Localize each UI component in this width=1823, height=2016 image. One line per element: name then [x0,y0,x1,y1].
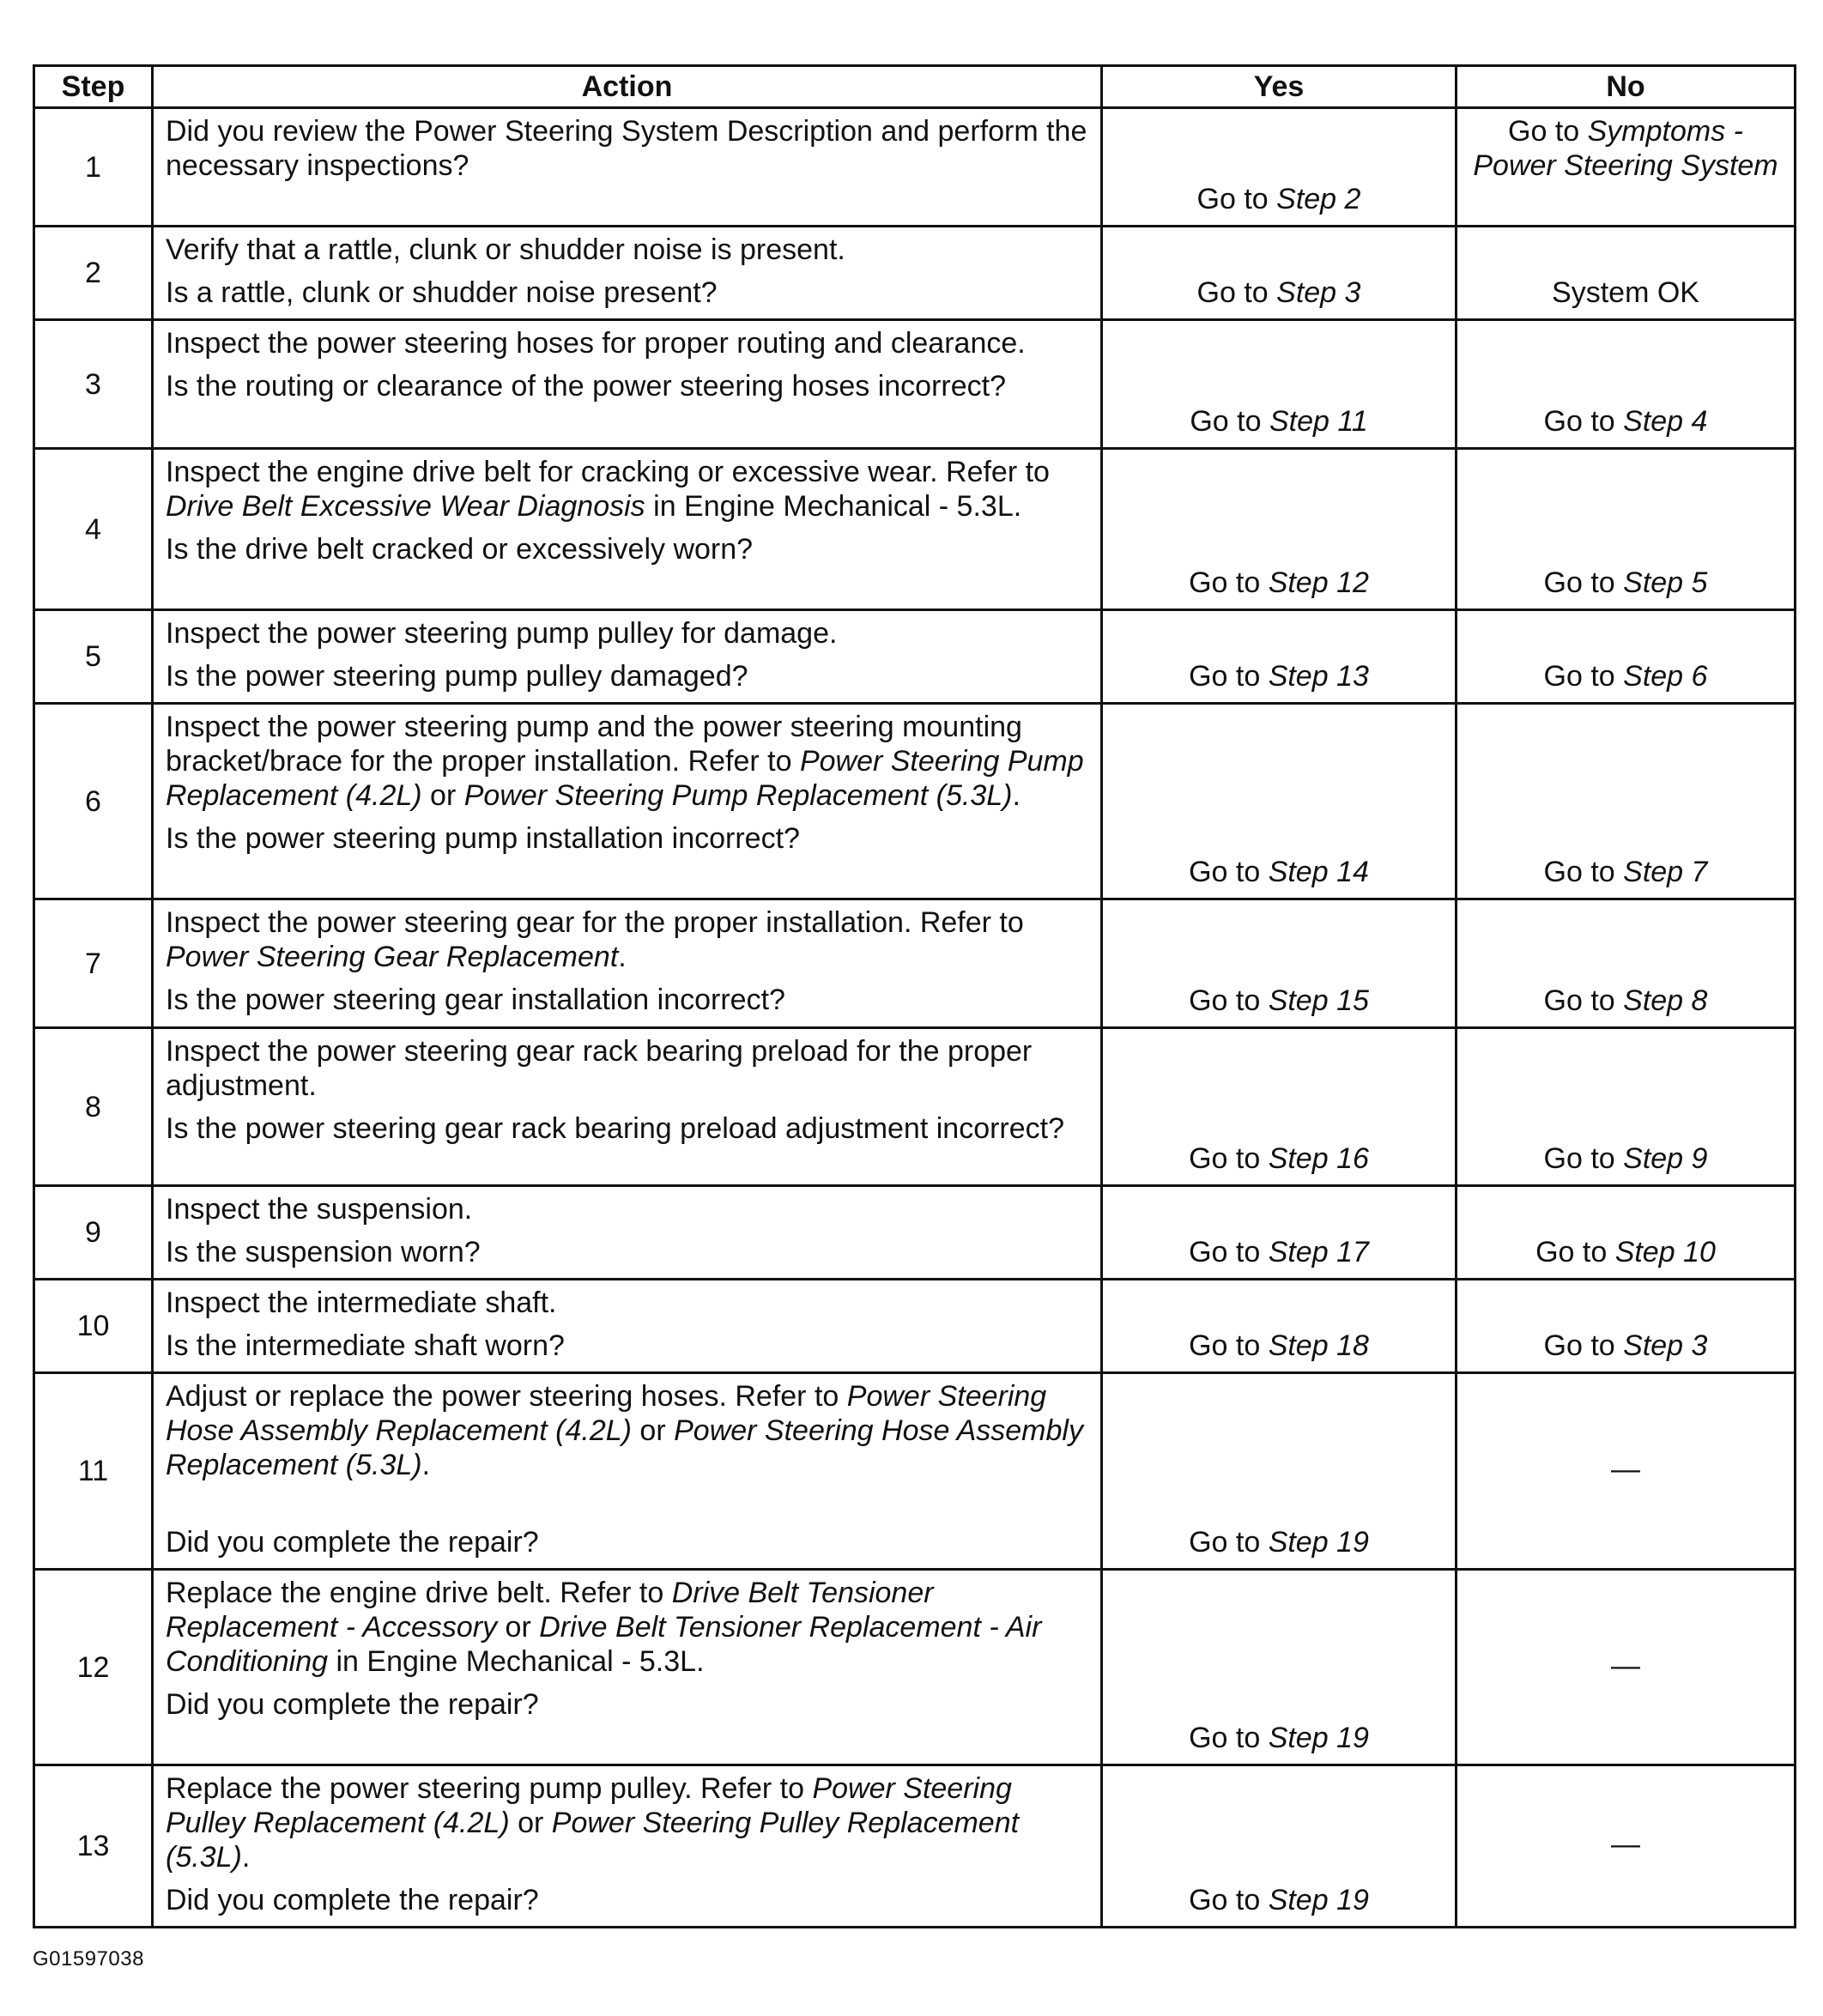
no-cell [1457,1028,1796,1186]
action-segment: Replace the power steering pump pulley. Refer to [166,1772,813,1805]
yes-prefix: Go to [1189,1722,1269,1754]
yes-target-link[interactable]: Step 2 [1276,183,1361,215]
action-segment: Inspect the power steering hoses for proper routing and clearance. [166,327,1026,360]
action-segment: or [497,1611,540,1644]
action-segment: Inspect the power steering gear for the proper installation. Refer to [166,906,1024,939]
yes-prefix: Go to [1196,183,1277,215]
step-number: 3 [34,320,153,449]
table-row [34,1570,1796,1765]
action-segment: or [509,1807,552,1839]
action-cell [153,899,1102,1028]
no-target-link[interactable]: Step 9 [1623,1142,1708,1175]
reference-link[interactable]: Power Steering Hose Assembly Replacement (4.2L) [166,1380,1047,1447]
no-target-link[interactable]: Step 7 [1623,856,1708,888]
table-row [34,1373,1796,1570]
yes-target-link[interactable]: Step 16 [1268,1142,1369,1175]
yes-prefix: Go to [1189,566,1269,599]
action-segment: Inspect the power steering pump and the power steering mounting bracket/brace for the proper installation. Refer to [166,711,1022,778]
step-number: 7 [34,899,153,1028]
reference-link[interactable]: Power Steering Pump Replacement (5.3L) [463,779,1013,812]
table-body [34,108,1796,1928]
step-number: 13 [34,1765,153,1928]
yes-cell [1102,1028,1457,1186]
yes-prefix: Go to [1190,405,1269,438]
action-segment: Inspect the suspension. [166,1193,473,1226]
action-segment: . [1012,779,1021,812]
table-row [34,108,1796,227]
table-row [34,227,1796,320]
no-cell [1457,899,1796,1028]
no-target-link[interactable]: Step 10 [1614,1236,1716,1268]
action-text [166,455,1088,524]
no-prefix: System OK [1552,276,1699,309]
yes-target-link[interactable]: Step 18 [1268,1329,1369,1362]
step-number: 1 [34,108,153,227]
no-target-link[interactable]: Step 8 [1623,984,1708,1017]
reference-link[interactable]: Power Steering Pulley Replacement (5.3L) [166,1807,1020,1874]
reference-link[interactable]: Drive Belt Tensioner Replacement - Air Conditioning [166,1611,1042,1678]
action-segment: Did you review the Power Steering System Description and perform the necessary inspections? [166,115,1087,182]
step-number: 4 [34,449,153,610]
yes-target-link[interactable]: Step 11 [1269,405,1368,438]
action-cell [153,320,1102,449]
reference-link[interactable]: Drive Belt Excessive Wear Diagnosis [166,490,645,523]
step-number: 11 [34,1373,153,1570]
action-text [166,114,1088,183]
no-prefix: — [1611,1453,1640,1486]
no-cell [1457,610,1796,704]
step-number: 8 [34,1028,153,1186]
yes-target-link[interactable]: Step 15 [1268,984,1369,1017]
action-text [166,1192,1088,1226]
table-row [34,320,1796,449]
yes-target-link[interactable]: Step 3 [1276,276,1361,309]
yes-cell [1102,704,1457,899]
step-number: 2 [34,227,153,320]
action-cell [153,449,1102,610]
step-number: 6 [34,704,153,899]
action-text [166,326,1088,360]
action-segment: Replace the engine drive belt. Refer to [166,1577,672,1609]
step-number: 5 [34,610,153,704]
action-cell [153,1280,1102,1373]
no-target-link[interactable]: Step 6 [1623,660,1708,693]
yes-prefix: Go to [1189,856,1269,888]
header-action: Action [153,66,1102,108]
yes-cell [1102,1280,1457,1373]
yes-prefix: Go to [1196,276,1277,309]
no-prefix: Go to [1543,660,1624,693]
step-number: 9 [34,1186,153,1280]
action-segment: Inspect the intermediate shaft. [166,1286,557,1319]
action-segment: in Engine Mechanical - 5.3L. [645,490,1022,523]
yes-prefix: Go to [1189,1142,1269,1175]
reference-link[interactable]: Power Steering Pulley Replacement (4.2L) [166,1772,1012,1839]
no-cell [1457,1765,1796,1928]
no-target-link[interactable]: Step 4 [1623,405,1708,438]
no-cell [1457,320,1796,449]
no-cell [1457,1373,1796,1570]
reference-link[interactable]: Power Steering Gear Replacement [166,941,619,973]
no-target-link[interactable]: Symptoms - Power Steering System [1473,115,1778,182]
action-cell [153,108,1102,227]
yes-cell [1102,1186,1457,1280]
yes-prefix: Go to [1189,1884,1269,1916]
step-number: 12 [34,1570,153,1765]
table-row [34,1280,1796,1373]
yes-prefix: Go to [1189,1526,1269,1559]
no-cell [1457,227,1796,320]
action-text [166,710,1088,813]
yes-cell [1102,227,1457,320]
action-segment: Inspect the engine drive belt for cracking or excessive wear. Refer to [166,456,1050,488]
action-cell [153,1765,1102,1928]
yes-target-link[interactable]: Step 19 [1268,1526,1369,1559]
question-text: Is the drive belt cracked or excessively worn? [166,533,754,566]
yes-target-link[interactable]: Step 19 [1268,1884,1369,1916]
yes-target-link[interactable]: Step 13 [1268,660,1369,693]
action-segment: Inspect the power steering gear rack bearing preload for the proper adjustment. [166,1035,1033,1102]
yes-prefix: Go to [1189,1329,1269,1362]
yes-target-link[interactable]: Step 17 [1268,1236,1369,1268]
question-text: Is the power steering gear installation incorrect? [166,984,785,1016]
action-segment: . [241,1841,251,1874]
no-prefix: — [1611,1828,1640,1861]
no-cell [1457,1186,1796,1280]
question-text: Did you complete the repair? [166,1884,539,1916]
action-cell [153,1186,1102,1280]
yes-cell [1102,1373,1457,1570]
action-segment: in Engine Mechanical - 5.3L. [328,1645,705,1678]
no-target-link[interactable]: Step 5 [1623,566,1708,599]
header-step: Step [34,66,153,108]
no-prefix: Go to [1543,1329,1624,1362]
yes-cell [1102,449,1457,610]
question-text: Is the power steering pump pulley damaged? [166,660,748,693]
action-text [166,1286,1088,1320]
question-text: Is a rattle, clunk or shudder noise present? [166,276,718,309]
yes-target-link[interactable]: Step 19 [1268,1722,1369,1754]
question-text: Is the power steering pump installation incorrect? [166,822,800,855]
diagnostic-document [33,64,1794,1971]
no-prefix: Go to [1543,405,1624,438]
action-text [166,1576,1088,1679]
table-row [34,610,1796,704]
action-text [166,905,1088,974]
yes-cell [1102,108,1457,227]
reference-link[interactable]: Power Steering Pump Replacement (4.2L) [166,745,1084,812]
no-cell [1457,108,1796,227]
table-row [34,1186,1796,1280]
yes-target-link[interactable]: Step 12 [1268,566,1369,599]
yes-cell [1102,320,1457,449]
yes-prefix: Go to [1189,984,1269,1017]
question-text: Is the routing or clearance of the power steering hoses incorrect? [166,370,1006,403]
no-target-link[interactable]: Step 3 [1623,1329,1708,1362]
no-prefix: Go to [1543,856,1624,888]
yes-cell [1102,899,1457,1028]
step-number: 10 [34,1280,153,1373]
action-text [166,616,1088,651]
yes-prefix: Go to [1189,1236,1269,1268]
reference-link[interactable]: Power Steering Hose Assembly Replacement (5.3L) [166,1414,1083,1481]
action-segment: . [618,941,627,973]
header-yes: Yes [1102,66,1457,108]
no-cell [1457,704,1796,899]
action-cell [153,227,1102,320]
no-prefix: Go to [1543,566,1624,599]
table-row [34,1765,1796,1928]
action-text [166,1034,1088,1103]
no-prefix: Go to [1543,1142,1624,1175]
question-text: Is the power steering gear rack bearing preload adjustment incorrect? [166,1112,1065,1145]
header-row [34,66,1796,108]
action-segment: Inspect the power steering pump pulley for damage. [166,617,838,650]
no-cell [1457,1280,1796,1373]
diagnostic-table [33,64,1796,1928]
yes-target-link[interactable]: Step 14 [1268,856,1369,888]
action-text [166,233,1088,267]
no-prefix: Go to [1508,115,1588,148]
action-segment: or [421,779,464,812]
table-row [34,899,1796,1028]
question-text: Is the intermediate shaft worn? [166,1329,565,1362]
yes-prefix: Go to [1189,660,1269,693]
action-segment: Verify that a rattle, clunk or shudder noise is present. [166,233,845,266]
table-row [34,704,1796,899]
no-prefix: Go to [1543,984,1624,1017]
action-cell [153,1028,1102,1186]
action-text [166,1379,1088,1482]
question-text: Is the suspension worn? [166,1236,481,1268]
yes-cell [1102,610,1457,704]
yes-cell [1102,1570,1457,1765]
header-no: No [1457,66,1796,108]
no-cell [1457,1570,1796,1765]
no-prefix: Go to [1535,1236,1615,1268]
action-cell [153,704,1102,899]
action-cell [153,1570,1102,1765]
table-row [34,1028,1796,1186]
action-segment: Adjust or replace the power steering hoses. Refer to [166,1380,847,1413]
reference-link[interactable]: Drive Belt Tensioner Replacement - Accessory [166,1577,934,1644]
yes-cell [1102,1765,1457,1928]
action-cell [153,1373,1102,1570]
action-segment: . [421,1449,431,1481]
action-segment: or [631,1414,675,1447]
figure-id: G01597038 [33,1947,144,1971]
action-cell [153,610,1102,704]
action-text [166,1771,1088,1874]
question-text: Did you complete the repair? [166,1526,539,1559]
no-cell [1457,449,1796,610]
question-text: Did you complete the repair? [166,1688,539,1721]
no-prefix: — [1611,1649,1640,1682]
table-row [34,449,1796,610]
